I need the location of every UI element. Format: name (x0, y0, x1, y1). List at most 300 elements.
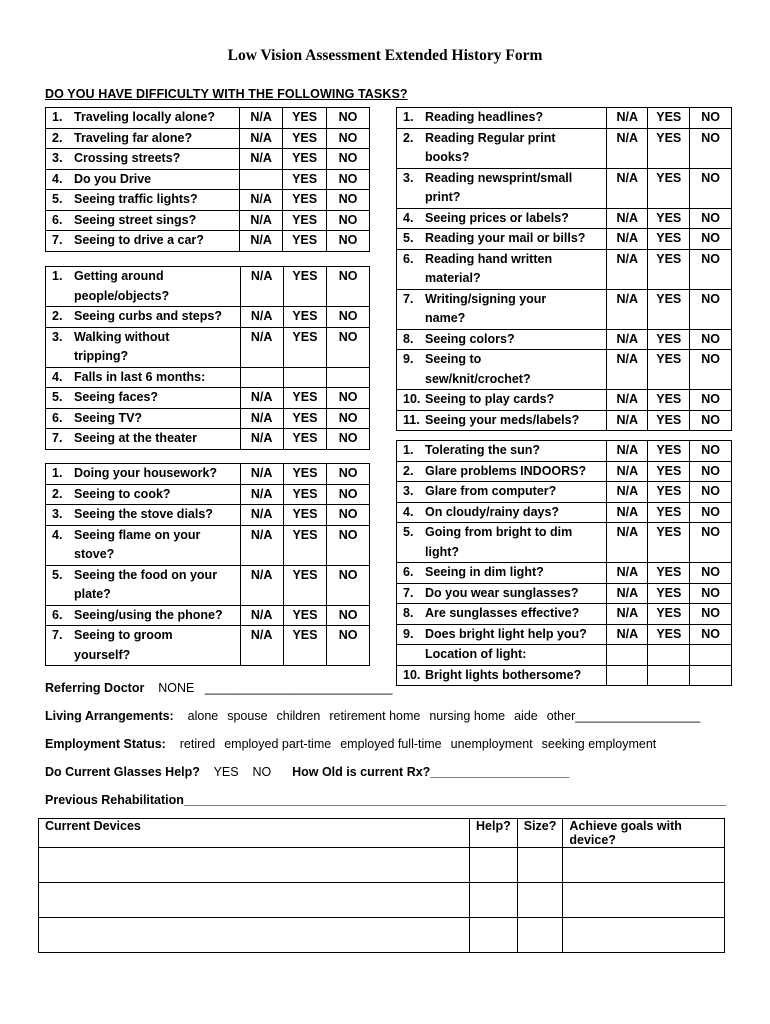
question-cell (397, 441, 607, 462)
answer-yes-option[interactable]: YES (283, 149, 327, 170)
answer-yes-option[interactable]: YES (648, 350, 690, 390)
answer-no-option[interactable]: NO (690, 410, 732, 431)
answer-no-option[interactable]: NO (327, 408, 370, 429)
referring-doctor-line[interactable]: ___________________________ (204, 681, 393, 695)
answer-yes-option[interactable]: YES (283, 565, 327, 605)
answer-na-option[interactable]: N/A (240, 429, 283, 450)
answer-yes-option[interactable]: YES (648, 563, 690, 584)
referring-doctor-row (45, 681, 392, 695)
question-text: Location of light: (425, 647, 527, 661)
answer-no-option[interactable] (327, 367, 370, 388)
previous-rehab-line[interactable]: ______________________________________________________________________________ (183, 793, 727, 807)
question-text: stove? (74, 547, 115, 561)
answer-na-option[interactable] (607, 665, 648, 686)
question-number: 8. (403, 331, 414, 346)
answer-yes-option[interactable]: YES (283, 429, 327, 450)
question-row (397, 482, 732, 503)
answer-na-option[interactable]: N/A (240, 408, 283, 429)
answer-yes-option[interactable]: YES (648, 502, 690, 523)
question-text: Falls in last 6 months: (74, 369, 206, 384)
question-line (403, 563, 606, 583)
answer-na-option[interactable]: N/A (607, 329, 648, 350)
answer-na-option[interactable]: N/A (240, 505, 283, 526)
question-text: Seeing curbs and steps? (74, 309, 222, 323)
living-option[interactable]: children (276, 709, 321, 723)
question-line (403, 209, 606, 229)
answer-na-option[interactable]: N/A (239, 190, 282, 211)
question-row (46, 565, 370, 605)
answer-na-option[interactable]: N/A (607, 108, 648, 129)
question-line (403, 269, 606, 289)
question-text: light? (425, 544, 460, 559)
answer-na-option[interactable]: N/A (607, 249, 648, 289)
answer-na-option[interactable]: N/A (607, 523, 648, 563)
question-number: 3. (403, 484, 414, 498)
answer-na-option[interactable] (607, 645, 648, 666)
question-line (52, 626, 240, 646)
question-line (403, 290, 606, 310)
question-text: Tolerating the sun? (425, 443, 541, 457)
answer-yes-option[interactable]: YES (283, 210, 327, 231)
devices-header-name: Current Devices (39, 819, 470, 848)
question-text: On cloudy/rainy days? (425, 504, 560, 519)
question-line (403, 370, 606, 390)
answer-yes-option[interactable]: YES (283, 190, 327, 211)
question-number (52, 646, 74, 666)
question-number: 7. (403, 585, 414, 600)
question-line (52, 545, 240, 565)
answer-na-option[interactable]: N/A (607, 563, 648, 584)
answer-no-option[interactable]: NO (327, 525, 370, 565)
form-title: Low Vision Assessment Extended History Form (227, 47, 543, 64)
question-row (397, 502, 732, 523)
question-number (52, 347, 74, 367)
answer-na-option[interactable]: N/A (607, 128, 648, 168)
answer-yes-option[interactable]: YES (283, 605, 327, 626)
question-line (52, 267, 240, 287)
question-line (403, 604, 606, 624)
answer-na-option[interactable]: N/A (239, 231, 282, 252)
question-text: Seeing prices or labels? (425, 210, 569, 225)
answer-na-option[interactable]: N/A (607, 502, 648, 523)
answer-yes-option[interactable]: YES (648, 461, 690, 482)
answer-yes-option[interactable]: YES (648, 329, 690, 350)
answer-no-option[interactable]: NO (690, 523, 732, 563)
question-cell (397, 208, 607, 229)
question-text: plate? (74, 587, 111, 601)
answer-yes-option[interactable]: YES (648, 390, 690, 411)
answer-yes-option[interactable]: YES (648, 128, 690, 168)
question-cell (397, 168, 607, 208)
question-cell (46, 367, 241, 388)
living-option[interactable]: alone (187, 709, 219, 723)
question-text: Glare from computer? (425, 484, 557, 498)
question-number: 6. (403, 565, 414, 579)
living-option[interactable]: nursing home (429, 709, 506, 723)
question-text: Seeing flame on your (74, 527, 201, 542)
employment-option[interactable]: retired (179, 737, 216, 751)
question-row (397, 128, 732, 168)
glasses-row (45, 765, 569, 779)
answer-na-option[interactable] (240, 367, 283, 388)
question-number: 5. (52, 390, 63, 404)
question-cell (46, 231, 240, 252)
question-text: Reading Regular print (425, 130, 556, 145)
answer-na-option[interactable]: N/A (607, 350, 648, 390)
reading-tasks-table (396, 107, 732, 431)
question-text: Traveling far alone? (74, 130, 193, 145)
question-text: yourself? (74, 647, 131, 662)
answer-no-option[interactable]: NO (326, 231, 369, 252)
answer-na-option[interactable]: N/A (239, 108, 282, 129)
question-number: 7. (52, 431, 63, 445)
answer-yes-option[interactable]: YES (648, 583, 690, 604)
answer-no-option[interactable]: NO (690, 583, 732, 604)
question-number: 4. (403, 504, 414, 519)
device-name-cell[interactable] (39, 918, 470, 953)
question-number: 11. (403, 412, 420, 427)
household-tasks-table (45, 463, 370, 666)
question-line (403, 482, 606, 502)
question-text: Seeing to (425, 352, 482, 366)
answer-na-option[interactable]: N/A (607, 390, 648, 411)
answer-na-option[interactable]: N/A (240, 565, 283, 605)
rx-age-label: How Old is current Rx? (292, 765, 431, 779)
question-cell (397, 523, 607, 563)
answer-no-option[interactable]: NO (327, 484, 370, 505)
previous-rehab-label: Previous Rehabilitation (45, 793, 184, 807)
question-cell (397, 390, 607, 411)
answer-no-option[interactable]: NO (690, 482, 732, 503)
question-row (397, 350, 732, 390)
answer-na-option[interactable]: N/A (607, 482, 648, 503)
answer-no-option[interactable]: NO (326, 190, 369, 211)
question-row (46, 190, 370, 211)
answer-na-option[interactable]: N/A (607, 410, 648, 431)
question-line (52, 307, 240, 327)
answer-na-option[interactable]: N/A (240, 327, 283, 367)
question-line (52, 347, 240, 367)
question-cell (46, 408, 241, 429)
question-number (403, 645, 425, 665)
referring-doctor-value[interactable]: NONE (158, 681, 195, 695)
answer-yes-option[interactable]: YES (283, 484, 327, 505)
device-help-cell[interactable] (470, 918, 518, 953)
answer-yes-option[interactable]: YES (283, 464, 327, 485)
answer-no-option[interactable]: NO (690, 208, 732, 229)
answer-yes-option[interactable]: YES (648, 604, 690, 625)
question-number: 2. (52, 309, 63, 323)
question-cell (46, 190, 240, 211)
answer-na-option[interactable]: N/A (607, 604, 648, 625)
answer-yes-option[interactable] (648, 665, 690, 686)
answer-yes-option[interactable]: YES (648, 249, 690, 289)
question-cell (46, 108, 240, 129)
answer-no-option[interactable]: NO (690, 502, 732, 523)
answer-yes-option[interactable]: YES (283, 505, 327, 526)
question-line (403, 250, 606, 270)
question-text: sew/knit/crochet? (425, 371, 531, 386)
answer-no-option[interactable]: NO (326, 128, 369, 149)
answer-na-option[interactable]: N/A (607, 461, 648, 482)
answer-na-option[interactable]: N/A (240, 525, 283, 565)
answer-yes-option[interactable]: YES (283, 408, 327, 429)
question-row (397, 563, 732, 584)
device-size-cell[interactable] (517, 883, 563, 918)
answer-no-option[interactable]: NO (326, 169, 369, 190)
answer-yes-option[interactable]: YES (648, 441, 690, 462)
answer-no-option[interactable]: NO (690, 128, 732, 168)
living-option[interactable]: retirement home (329, 709, 421, 723)
question-cell (397, 583, 607, 604)
answer-yes-option[interactable]: YES (648, 289, 690, 329)
question-row (46, 267, 370, 307)
question-number: 7. (403, 291, 414, 306)
employment-option[interactable]: employed part-time (224, 737, 332, 751)
question-number: 1. (52, 110, 63, 124)
question-text: Do you Drive (74, 171, 152, 186)
answer-na-option[interactable]: N/A (607, 168, 648, 208)
question-number: 4. (52, 369, 63, 384)
answer-no-option[interactable]: NO (327, 626, 370, 666)
question-text: books? (425, 150, 470, 164)
answer-no-option[interactable]: NO (327, 327, 370, 367)
answer-no-option[interactable]: NO (690, 329, 732, 350)
question-line (52, 129, 239, 149)
question-cell (46, 169, 240, 190)
device-name-cell[interactable] (39, 848, 470, 883)
answer-yes-option[interactable]: YES (283, 267, 327, 307)
answer-na-option[interactable] (239, 169, 282, 190)
device-name-cell[interactable] (39, 883, 470, 918)
question-text: Do you wear sunglasses? (425, 585, 579, 600)
glare-tasks-table (396, 440, 732, 686)
answer-yes-option[interactable]: YES (283, 626, 327, 666)
answer-na-option[interactable]: N/A (240, 388, 283, 409)
answer-no-option[interactable]: NO (327, 267, 370, 307)
question-number: 7. (52, 628, 63, 642)
question-line (403, 309, 606, 329)
answer-na-option[interactable]: N/A (239, 149, 282, 170)
question-line (52, 606, 240, 626)
question-number (403, 188, 425, 208)
question-number: 3. (52, 151, 63, 165)
answer-no-option[interactable]: NO (327, 605, 370, 626)
answer-na-option[interactable]: N/A (239, 128, 282, 149)
question-text: Writing/signing your (425, 291, 547, 306)
answer-yes-option[interactable]: YES (648, 410, 690, 431)
answer-no-option[interactable]: NO (690, 461, 732, 482)
question-row (46, 327, 370, 367)
answer-no-option[interactable]: NO (327, 565, 370, 605)
answer-yes-option[interactable]: YES (283, 388, 327, 409)
question-line (52, 429, 240, 449)
question-cell (397, 128, 607, 168)
question-text: Walking without (74, 329, 170, 344)
glasses-yes-option[interactable]: YES (213, 765, 239, 779)
answer-na-option[interactable]: N/A (239, 210, 282, 231)
device-size-cell[interactable] (517, 848, 563, 883)
answer-na-option[interactable]: N/A (607, 583, 648, 604)
question-cell (46, 429, 241, 450)
answer-yes-option[interactable]: YES (283, 108, 327, 129)
employment-option[interactable]: seeking employment (541, 737, 657, 751)
question-number: 5. (52, 192, 63, 206)
answer-no-option[interactable]: NO (327, 307, 370, 328)
question-number: 5. (403, 231, 414, 245)
answer-no-option[interactable]: NO (327, 505, 370, 526)
question-number: 6. (52, 212, 63, 227)
question-row (397, 249, 732, 289)
answer-no-option[interactable]: NO (690, 249, 732, 289)
question-line (403, 462, 606, 482)
question-text: Bright lights bothersome? (425, 667, 582, 682)
question-cell (46, 505, 241, 526)
device-size-cell[interactable] (517, 918, 563, 953)
living-option[interactable]: other__________________ (546, 709, 701, 723)
answer-no-option[interactable]: NO (690, 604, 732, 625)
question-cell (397, 461, 607, 482)
answer-yes-option[interactable]: YES (283, 231, 327, 252)
answer-yes-option[interactable]: YES (283, 327, 327, 367)
question-number: 4. (403, 210, 414, 225)
previous-rehab-row (45, 793, 726, 807)
question-line (403, 543, 606, 563)
answer-yes-option[interactable]: YES (283, 307, 327, 328)
glasses-no-option[interactable]: NO (252, 765, 272, 779)
answer-na-option[interactable]: N/A (607, 441, 648, 462)
answer-no-option[interactable]: NO (690, 563, 732, 584)
answer-yes-option[interactable]: YES (648, 108, 690, 129)
question-number: 5. (403, 525, 414, 539)
question-line (403, 229, 606, 249)
employment-status-row (45, 737, 665, 751)
answer-no-option[interactable]: NO (326, 149, 369, 170)
device-help-cell[interactable] (470, 848, 518, 883)
question-number: 3. (403, 170, 414, 185)
answer-na-option[interactable]: N/A (607, 289, 648, 329)
answer-na-option[interactable]: N/A (240, 626, 283, 666)
answer-no-option[interactable]: NO (690, 350, 732, 390)
living-option[interactable]: aide (514, 709, 538, 723)
answer-no-option[interactable]: NO (690, 624, 732, 645)
answer-no-option[interactable]: NO (326, 108, 369, 129)
answer-yes-option[interactable]: YES (648, 482, 690, 503)
question-line (403, 330, 606, 350)
answer-yes-option[interactable]: YES (648, 229, 690, 250)
question-line (52, 211, 239, 231)
question-number: 3. (52, 507, 63, 521)
question-cell (397, 645, 607, 666)
question-line (403, 169, 606, 189)
question-number: 1. (403, 110, 414, 124)
question-text: Seeing to play cards? (425, 392, 555, 406)
living-option[interactable]: spouse (227, 709, 268, 723)
answer-no-option[interactable] (690, 645, 732, 666)
answer-na-option[interactable]: N/A (240, 307, 283, 328)
current-devices-table (38, 818, 725, 953)
answer-na-option[interactable]: N/A (607, 229, 648, 250)
device-goals-cell[interactable] (563, 918, 725, 953)
answer-yes-option[interactable]: YES (648, 624, 690, 645)
answer-no-option[interactable] (690, 665, 732, 686)
device-goals-cell[interactable] (563, 848, 725, 883)
question-row (46, 210, 370, 231)
answer-na-option[interactable]: N/A (240, 484, 283, 505)
answer-no-option[interactable]: NO (327, 464, 370, 485)
question-line (403, 148, 606, 168)
answer-yes-option[interactable]: YES (283, 525, 327, 565)
answer-no-option[interactable]: NO (690, 390, 732, 411)
question-row (397, 583, 732, 604)
answer-no-option[interactable]: NO (326, 210, 369, 231)
question-line (403, 108, 606, 128)
question-number (52, 287, 74, 307)
answer-na-option[interactable]: N/A (607, 208, 648, 229)
question-line (52, 464, 240, 484)
question-number (403, 370, 425, 390)
employment-option[interactable]: employed full-time (340, 737, 442, 751)
answer-yes-option[interactable]: YES (648, 523, 690, 563)
question-cell (46, 327, 241, 367)
question-text: Seeing the stove dials? (74, 507, 213, 521)
answer-no-option[interactable]: NO (690, 441, 732, 462)
question-cell (397, 410, 607, 431)
answer-yes-option[interactable]: YES (648, 168, 690, 208)
question-cell (46, 605, 241, 626)
device-help-cell[interactable] (470, 883, 518, 918)
answer-yes-option[interactable]: YES (283, 169, 327, 190)
answer-yes-option[interactable]: YES (283, 128, 327, 149)
question-cell (46, 565, 241, 605)
question-cell (397, 329, 607, 350)
question-row (397, 624, 732, 645)
question-line (403, 441, 606, 461)
question-number (403, 269, 425, 289)
question-cell (397, 604, 607, 625)
question-number (403, 148, 425, 168)
question-row (46, 484, 370, 505)
answer-na-option[interactable]: N/A (240, 267, 283, 307)
rx-age-line[interactable]: ____________________ (430, 765, 570, 779)
answer-no-option[interactable]: NO (327, 388, 370, 409)
question-line (52, 585, 240, 605)
answer-yes-option[interactable] (283, 367, 327, 388)
answer-no-option[interactable]: NO (690, 108, 732, 129)
answer-yes-option[interactable]: YES (648, 208, 690, 229)
question-line (52, 190, 239, 210)
question-number: 3. (52, 329, 63, 344)
answer-na-option[interactable]: N/A (607, 624, 648, 645)
question-row (46, 429, 370, 450)
answer-no-option[interactable]: NO (690, 229, 732, 250)
question-cell (46, 307, 241, 328)
question-number: 1. (403, 443, 414, 457)
question-cell (397, 108, 607, 129)
employment-option[interactable]: unemployment (450, 737, 533, 751)
answer-na-option[interactable]: N/A (240, 605, 283, 626)
answer-yes-option[interactable] (648, 645, 690, 666)
answer-na-option[interactable]: N/A (240, 464, 283, 485)
answer-no-option[interactable]: NO (327, 429, 370, 450)
question-text: Reading hand written (425, 251, 553, 266)
question-cell (397, 665, 607, 686)
answer-no-option[interactable]: NO (690, 168, 732, 208)
question-row (397, 645, 732, 666)
question-row (46, 307, 370, 328)
answer-no-option[interactable]: NO (690, 289, 732, 329)
device-goals-cell[interactable] (563, 883, 725, 918)
